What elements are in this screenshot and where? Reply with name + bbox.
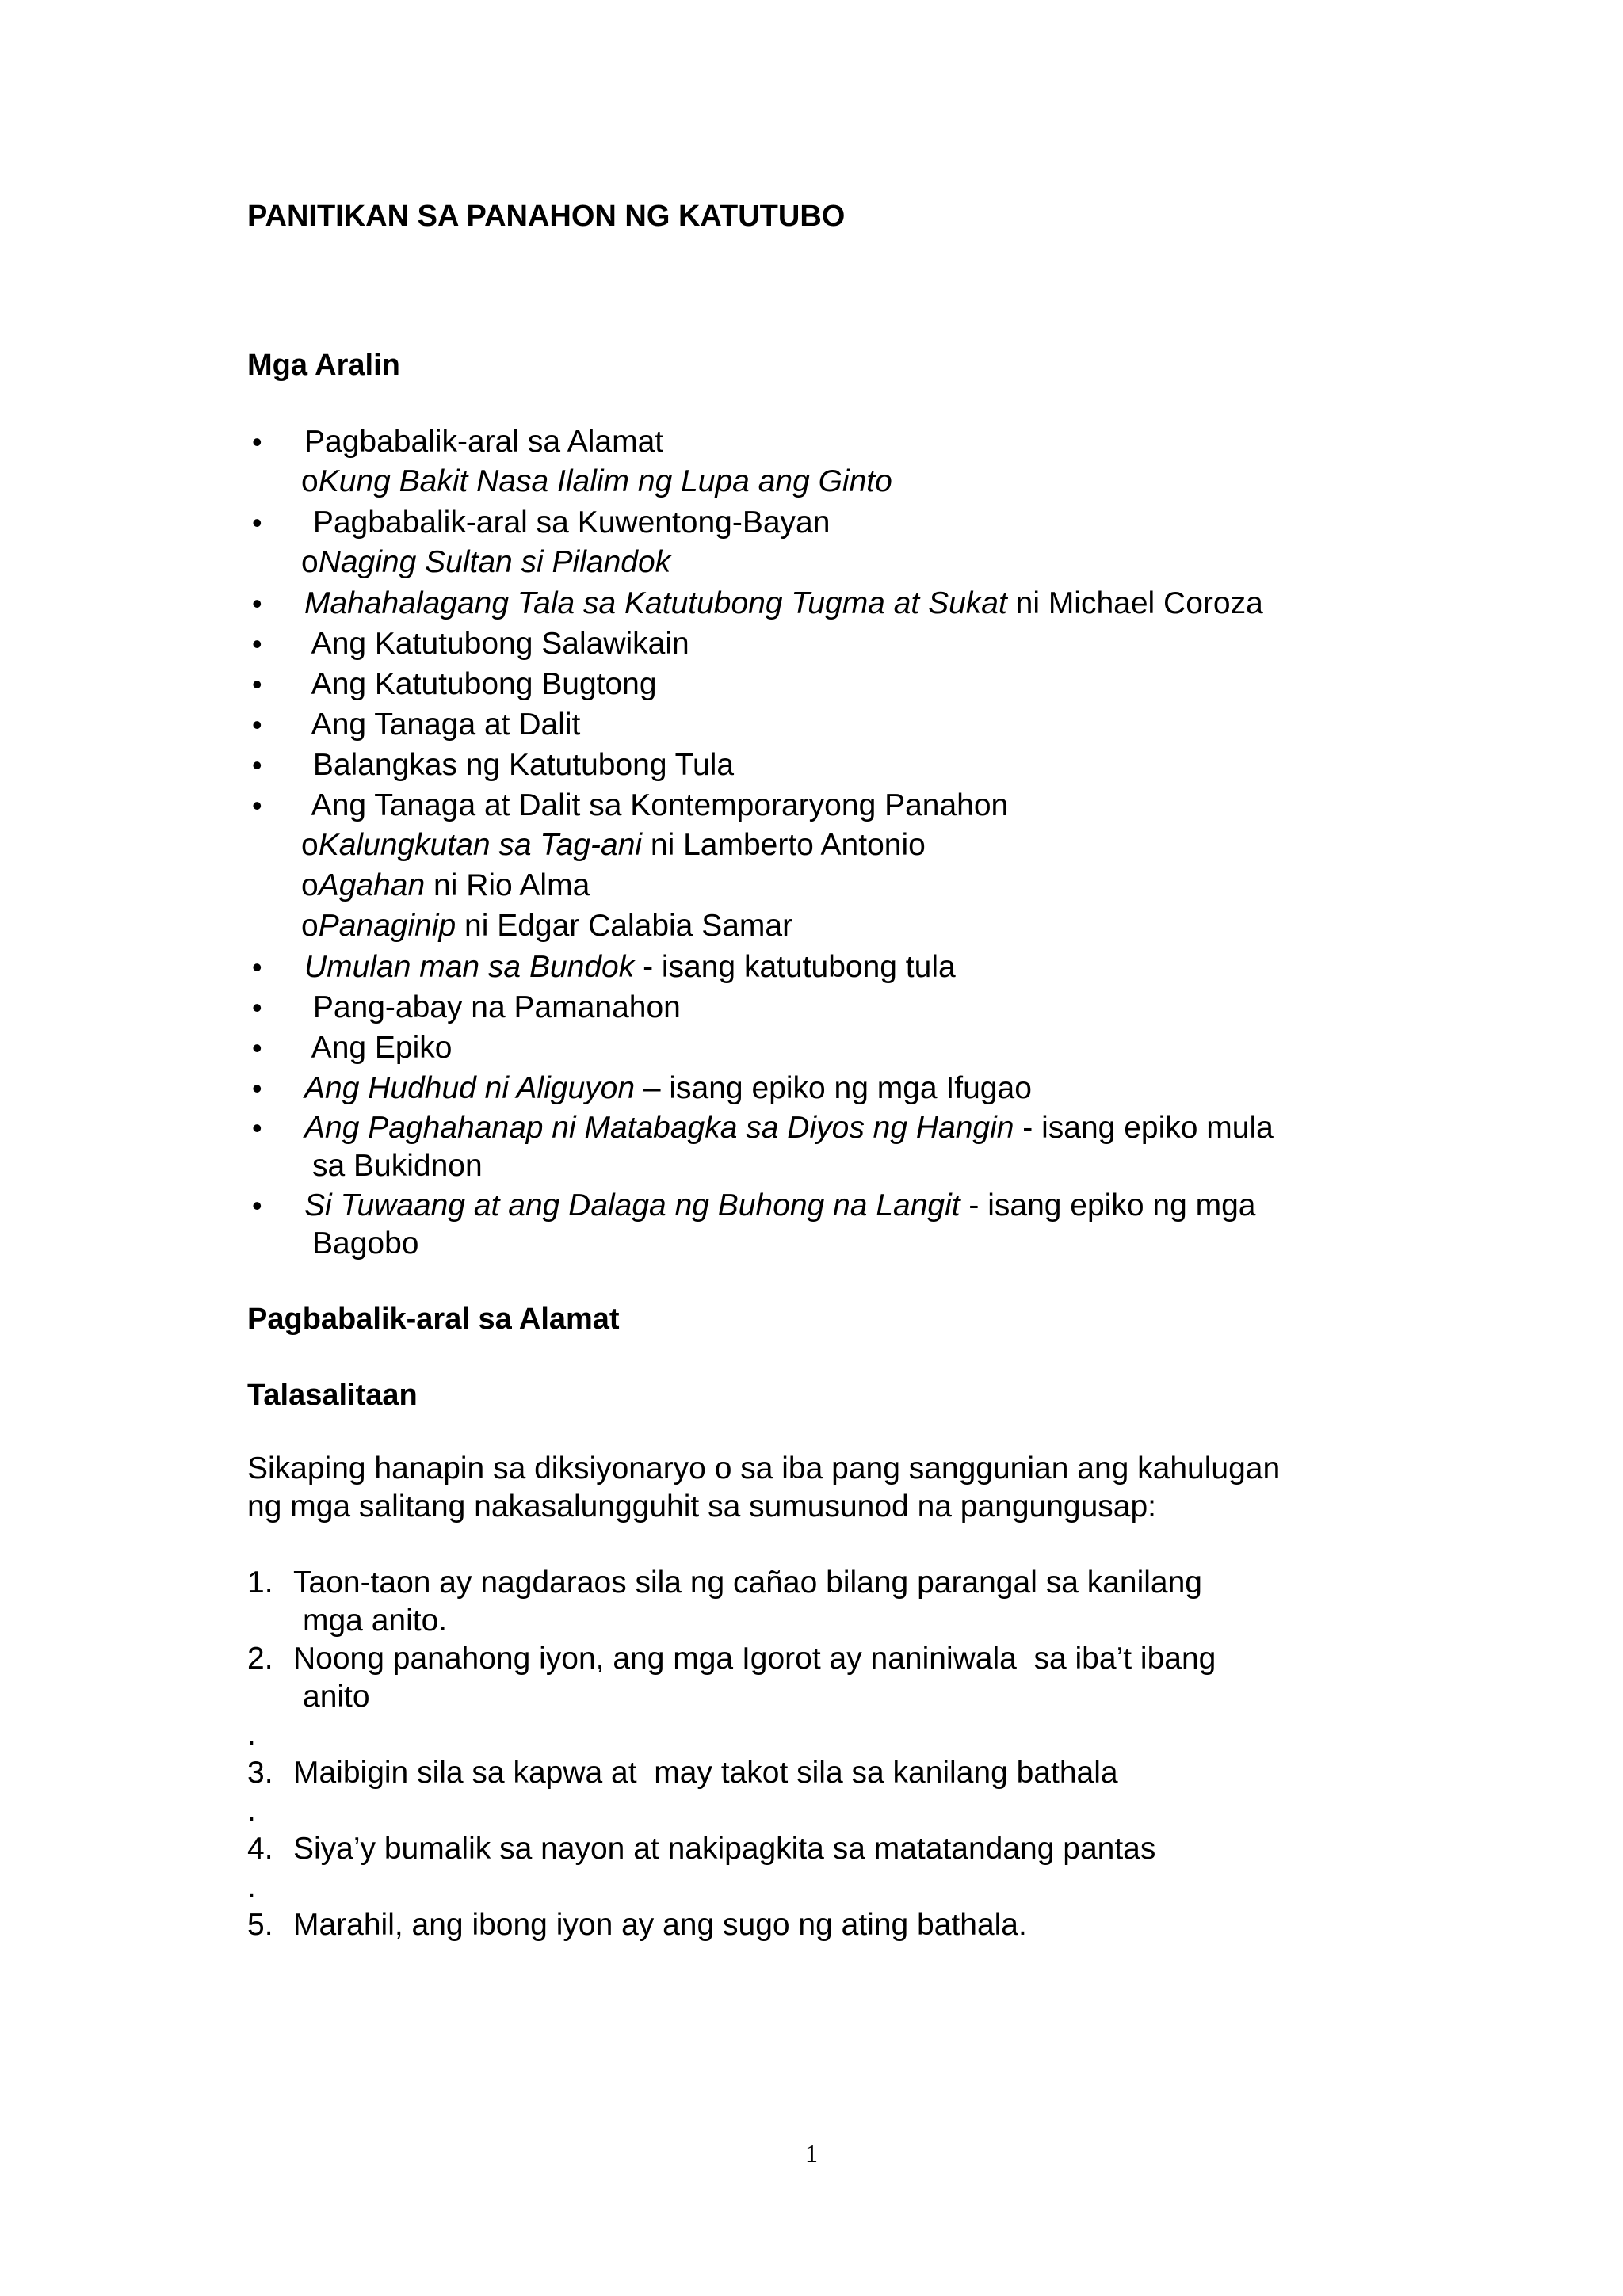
- stray-period: .: [247, 1870, 256, 1904]
- bullet-icon: •: [252, 991, 262, 1024]
- list-item: Ang Tanaga at Dalit: [304, 707, 581, 742]
- item-rest: - isang epiko mula: [1014, 1111, 1274, 1145]
- item-title: Si Tuwaang at ang Dalaga ng Buhong na Langit: [304, 1188, 960, 1222]
- bullet-icon: •: [252, 587, 262, 620]
- bullet-icon: •: [252, 708, 262, 741]
- bullet-icon: •: [252, 951, 262, 983]
- sentence-text: Taon-taon ay nagdaraos sila ng cañao bilang parangal sa kanilang: [293, 1566, 1202, 1600]
- list-subitem: [301, 463, 892, 501]
- sub-bullet-icon: o: [301, 545, 319, 579]
- list-subitem: [301, 826, 926, 864]
- subitem-author: ni Rio Alma: [425, 868, 590, 902]
- item-rest: - isang katutubong tula: [634, 950, 956, 984]
- sub-bullet-icon: o: [301, 464, 319, 498]
- list-item-continuation: Bagobo: [312, 1226, 419, 1261]
- sentence-text-continuation: anito: [303, 1680, 370, 1714]
- bullet-icon: •: [252, 506, 262, 539]
- item-rest: – isang epiko ng mga Ifugao: [635, 1071, 1032, 1105]
- sentence-text: Siya’y bumalik sa nayon at nakipagkita sa matatandang pantas: [293, 1832, 1156, 1866]
- item-title: Mahahalagang Tala sa Katutubong Tugma at Sukat: [304, 586, 1007, 620]
- list-item: Ang Katutubong Bugtong: [304, 667, 657, 701]
- stray-period: .: [247, 1718, 256, 1752]
- sentence-number: 1.: [247, 1566, 273, 1600]
- subitem-title: Panaginip: [318, 909, 456, 943]
- bullet-icon: •: [252, 789, 262, 822]
- subitem-title: Naging Sultan si Pilandok: [318, 545, 671, 579]
- item-title: Ang Paghahanap ni Matabagka sa Diyos ng Hangin: [304, 1111, 1014, 1145]
- list-item: [304, 1187, 1255, 1225]
- sentence-text: Marahil, ang ibong iyon ay ang sugo ng ating bathala.: [293, 1908, 1027, 1942]
- sentence-text-continuation: mga anito.: [303, 1604, 448, 1638]
- item-title: Ang Hudhud ni Aliguyon: [304, 1071, 636, 1105]
- sub-bullet-icon: o: [301, 868, 319, 902]
- sentence-text: Noong panahong iyon, ang mga Igorot ay naniniwala sa iba’t ibang: [293, 1642, 1216, 1676]
- list-item: Pang-abay na Pamanahon: [304, 990, 681, 1024]
- bullet-icon: •: [252, 1189, 262, 1222]
- item-rest: - isang epiko ng mga: [960, 1188, 1256, 1222]
- bullet-icon: •: [252, 1112, 262, 1144]
- sentence-text: Maibigin sila sa kapwa at may takot sila sa kanilang bathala: [293, 1756, 1118, 1790]
- list-subitem: [301, 543, 670, 582]
- talasalitaan-heading: Talasalitaan: [247, 1379, 418, 1412]
- sub-bullet-icon: o: [301, 909, 319, 943]
- instruction-line: Sikaping hanapin sa diksiyonaryo o sa iba pang sanggunian ang kahulugan: [247, 1451, 1281, 1486]
- sentence-number: 3.: [247, 1756, 273, 1790]
- list-item-continuation: sa Bukidnon: [312, 1149, 483, 1183]
- list-item: [304, 585, 1263, 623]
- list-item: [304, 1109, 1274, 1147]
- item-rest: ni Michael Coroza: [1006, 586, 1263, 620]
- sentence-number: 5.: [247, 1908, 273, 1942]
- subitem-title: Kalungkutan sa Tag-ani: [318, 828, 643, 862]
- subitem-title: Kung Bakit Nasa Ilalim ng Lupa ang Ginto: [318, 464, 892, 498]
- list-item: Balangkas ng Katutubong Tula: [304, 748, 735, 782]
- bullet-icon: •: [252, 627, 262, 660]
- sentence-number: 2.: [247, 1642, 273, 1676]
- item-title: Umulan man sa Bundok: [304, 950, 635, 984]
- instruction-line: ng mga salitang nakasalungguhit sa sumusunod na pangungusap:: [247, 1489, 1157, 1524]
- aralin-heading: Mga Aralin: [247, 349, 400, 382]
- subitem-title: Agahan: [318, 868, 426, 902]
- list-item: Pagbabalik-aral sa Kuwentong-Bayan: [304, 505, 831, 540]
- list-subitem: [301, 867, 590, 905]
- list-item: Ang Epiko: [304, 1031, 453, 1065]
- sentence-number: 4.: [247, 1832, 273, 1866]
- sub-bullet-icon: o: [301, 828, 319, 862]
- bullet-icon: •: [252, 668, 262, 700]
- list-item: [304, 1070, 1032, 1108]
- list-item: [304, 948, 956, 986]
- bullet-icon: •: [252, 1032, 262, 1064]
- section-heading: Pagbabalik-aral sa Alamat: [247, 1302, 620, 1336]
- list-item: Pagbabalik-aral sa Alamat: [304, 425, 664, 459]
- stray-period: .: [247, 1794, 256, 1828]
- subitem-author: ni Edgar Calabia Samar: [456, 909, 793, 943]
- list-subitem: [301, 907, 792, 945]
- subitem-author: ni Lamberto Antonio: [642, 828, 926, 862]
- list-item: Ang Katutubong Salawikain: [304, 627, 689, 661]
- bullet-icon: •: [252, 749, 262, 781]
- bullet-icon: •: [252, 425, 262, 458]
- page-title: PANITIKAN SA PANAHON NG KATUTUBO: [247, 200, 846, 233]
- page-number: 1: [805, 2139, 818, 2168]
- list-item: Ang Tanaga at Dalit sa Kontemporaryong Panahon: [304, 788, 1009, 822]
- bullet-icon: •: [252, 1072, 262, 1104]
